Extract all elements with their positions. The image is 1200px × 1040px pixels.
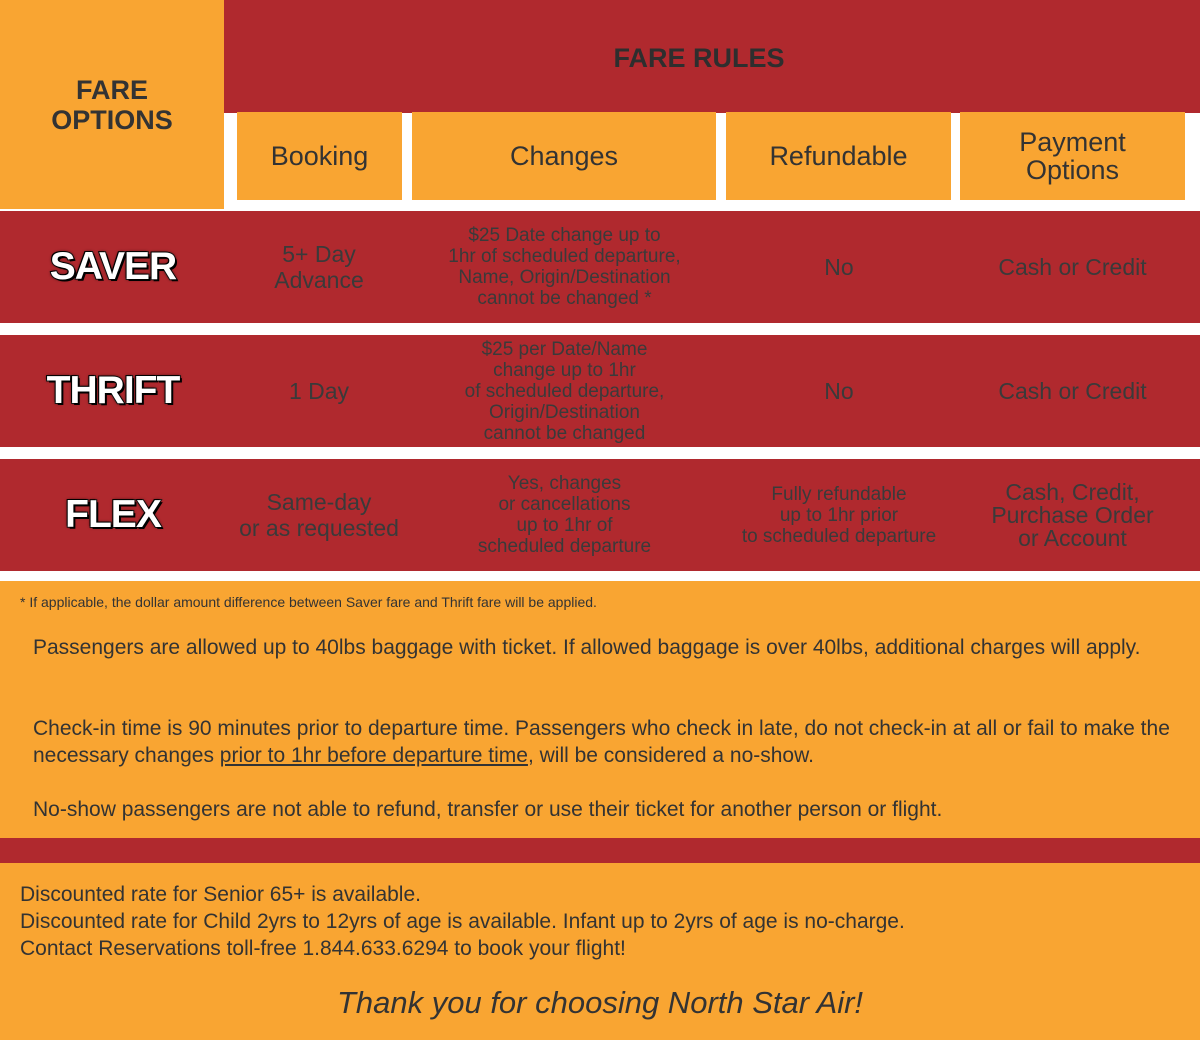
checkin-text: Check-in time is 90 minutes prior to departure time. Passengers who check in late, do not check-in at all or fail to make the necessary changes [33,717,1170,767]
column-header-booking: Booking [237,112,402,200]
checkin-paragraph [33,715,1183,769]
payment-cell: Cash or Credit [998,253,1147,280]
child-discount-line: Discounted rate for Child 2yrs to 12yrs of age is available. Infant up to 2yrs of age is no-charge. [20,910,905,933]
payment-cell: Cash or Credit [998,377,1147,404]
fare-name-cell [0,211,226,323]
fare-name: SAVER [49,245,177,288]
contact-line: Contact Reservations toll-free 1.844.633.6294 to book your flight! [20,937,626,960]
fare-name: THRIFT [46,369,180,412]
column-header-refundable: Refundable [726,112,951,200]
refundable-cell: No [824,378,854,404]
payment-cell: Cash, Credit, Purchase Order or Account [991,478,1154,551]
changes-cell: Yes, changes or cancellations up to 1hr of scheduled departure [477,473,652,557]
changes-cell: $25 Date change up to 1hr of scheduled departure, Name, Origin/Destination cannot be changed * [448,225,681,309]
fare-rules-title: FARE RULES [613,42,785,73]
refundable-cell: No [824,254,854,280]
booking-cell: 1 Day [288,378,350,404]
changes-cell: $25 per Date/Name change up to 1hr of scheduled departure, Origin/Destination cannot be changed [464,338,665,444]
checkin-underlined-text: prior to 1hr before departure time [219,744,528,767]
noshow-paragraph: No-show passengers are not able to refund, transfer or use their ticket for another person or flight. [33,798,943,821]
fare-row-saver [0,211,1200,323]
booking-cell: Same-day or as requested [239,489,399,541]
fare-name: FLEX [65,493,161,536]
senior-discount-line: Discounted rate for Senior 65+ is available. [20,883,421,906]
fare-options-header [0,0,224,209]
fare-row-thrift [0,335,1200,447]
refundable-cell: Fully refundable up to 1hr prior to scheduled departure [741,483,937,547]
footnote: * If applicable, the dollar amount difference between Saver fare and Thrift fare will be applied. [20,594,597,610]
column-header-payment: Payment Options [960,112,1185,200]
baggage-paragraph: Passengers are allowed up to 40lbs baggage with ticket. If allowed baggage is over 40lbs, additional charges will apply. [33,636,1141,659]
thank-you-message: Thank you for choosing North Star Air! [336,985,864,1020]
fare-row-flex [0,459,1200,571]
fare-name-cell [0,335,226,447]
fare-name-cell [0,459,226,571]
column-header-changes: Changes [412,112,716,200]
booking-cell: 5+ Day Advance [274,241,364,293]
checkin-text-end: , will be considered a no-show. [527,744,814,767]
fare-options-label: FARE OPTIONS [51,74,173,135]
divider-band [0,838,1200,863]
